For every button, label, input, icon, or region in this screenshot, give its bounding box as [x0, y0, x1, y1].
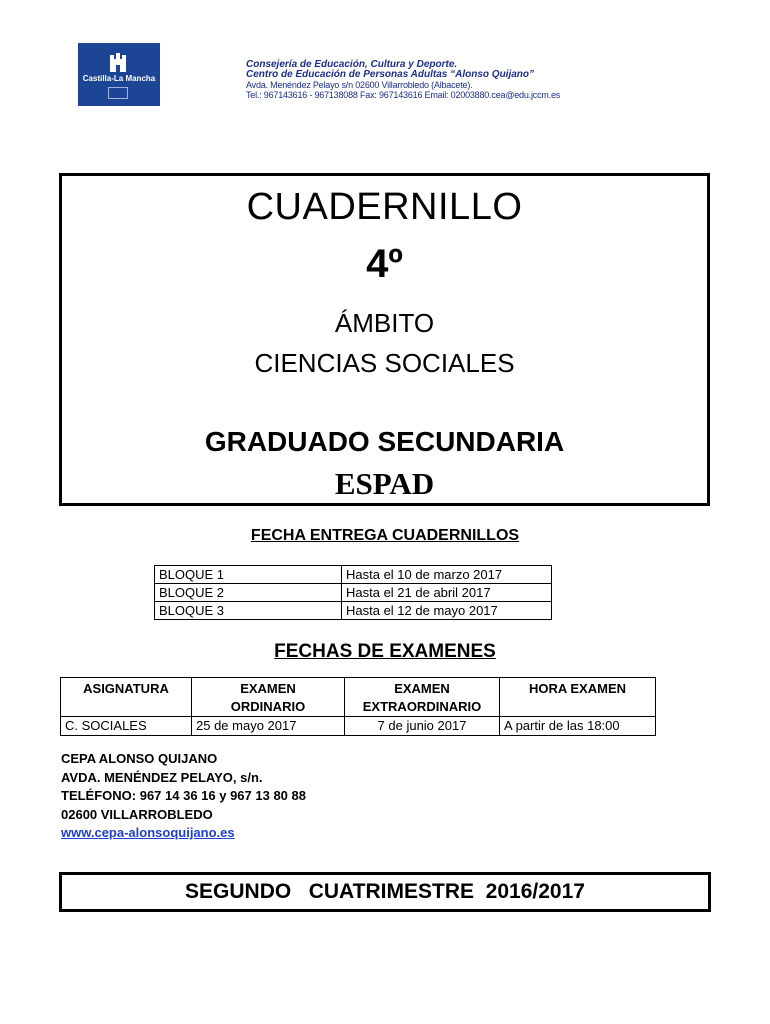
header-ordinary — [192, 678, 345, 717]
date-cell: Hasta el 21 de abril 2017 — [342, 584, 552, 602]
header-ordinary-line1: EXAMEN — [240, 681, 296, 696]
exams-table — [60, 677, 656, 736]
title-ambito: ÁMBITO — [334, 308, 435, 338]
header-extra-line1: EXAMEN — [394, 681, 450, 696]
website-link[interactable]: www.cepa-alonsoquijano.es — [61, 825, 235, 840]
contact-name: CEPA ALONSO QUIJANO — [61, 751, 218, 766]
block-cell: BLOQUE 1 — [155, 566, 342, 584]
logo-text: Castilla-La Mancha — [82, 74, 156, 83]
contact-address: AVDA. MENÉNDEZ PELAYO, s/n. — [61, 769, 263, 785]
title-graduado: GRADUADO SECUNDARIA — [204, 426, 565, 457]
ordinary-date-cell: 25 de mayo 2017 — [192, 717, 345, 736]
block-cell: BLOQUE 2 — [155, 584, 342, 602]
term-banner: SEGUNDO CUATRIMESTRE 2016/2017 — [59, 872, 711, 912]
header-extraordinary — [345, 678, 500, 717]
contact-phone: TELÉFONO: 967 14 36 16 y 967 13 80 88 — [61, 788, 306, 803]
time-cell: A partir de las 18:00 — [500, 717, 656, 736]
title-cuadernillo: CUADERNILLO — [246, 186, 523, 228]
date-cell: Hasta el 10 de marzo 2017 — [342, 566, 552, 584]
castle-emblem-icon — [107, 51, 129, 73]
title-subject: CIENCIAS SOCIALES — [254, 348, 515, 378]
institution-header — [246, 60, 560, 100]
date-cell: Hasta el 12 de mayo 2017 — [342, 602, 552, 620]
subject-cell: C. SOCIALES — [61, 717, 192, 736]
table-header-row — [61, 678, 656, 717]
org-address: Avda. Menéndez Pelayo s/n 02600 Villarrobledo (Albacete). — [246, 80, 473, 90]
castilla-la-mancha-logo — [78, 43, 160, 106]
exams-heading: FECHAS DE EXAMENES — [274, 641, 496, 662]
extra-date-cell: 7 de junio 2017 — [345, 717, 500, 736]
block-cell: BLOQUE 3 — [155, 602, 342, 620]
org-contact: Tel.: 967143616 - 967138088 Fax: 967143616 Email: 02003880.cea@edu.jccm.es — [246, 90, 561, 100]
header-ordinary-line2: ORDINARIO — [230, 699, 306, 714]
title-box — [59, 173, 710, 506]
org-line-1: Consejería de Educación, Cultura y Deporte. — [246, 59, 458, 70]
table-row — [155, 602, 552, 620]
header-subject: ASIGNATURA — [61, 678, 192, 717]
delivery-heading: FECHA ENTREGA CUADERNILLOS — [250, 527, 520, 544]
contact-city: 02600 VILLARROBLEDO — [61, 806, 213, 822]
title-level: 4º — [366, 242, 403, 286]
table-row — [61, 717, 656, 736]
header-time: HORA EXAMEN — [500, 678, 656, 717]
contact-block — [61, 750, 306, 843]
table-row — [155, 566, 552, 584]
header-extra-line2: EXTRAORDINARIO — [362, 699, 482, 714]
logo-sub-emblem — [108, 87, 128, 99]
table-row — [155, 584, 552, 602]
org-line-2: Centro de Educación de Personas Adultas “Alonso Quijano” — [246, 69, 535, 80]
title-espad: ESPAD — [334, 466, 435, 501]
delivery-table — [154, 565, 552, 620]
